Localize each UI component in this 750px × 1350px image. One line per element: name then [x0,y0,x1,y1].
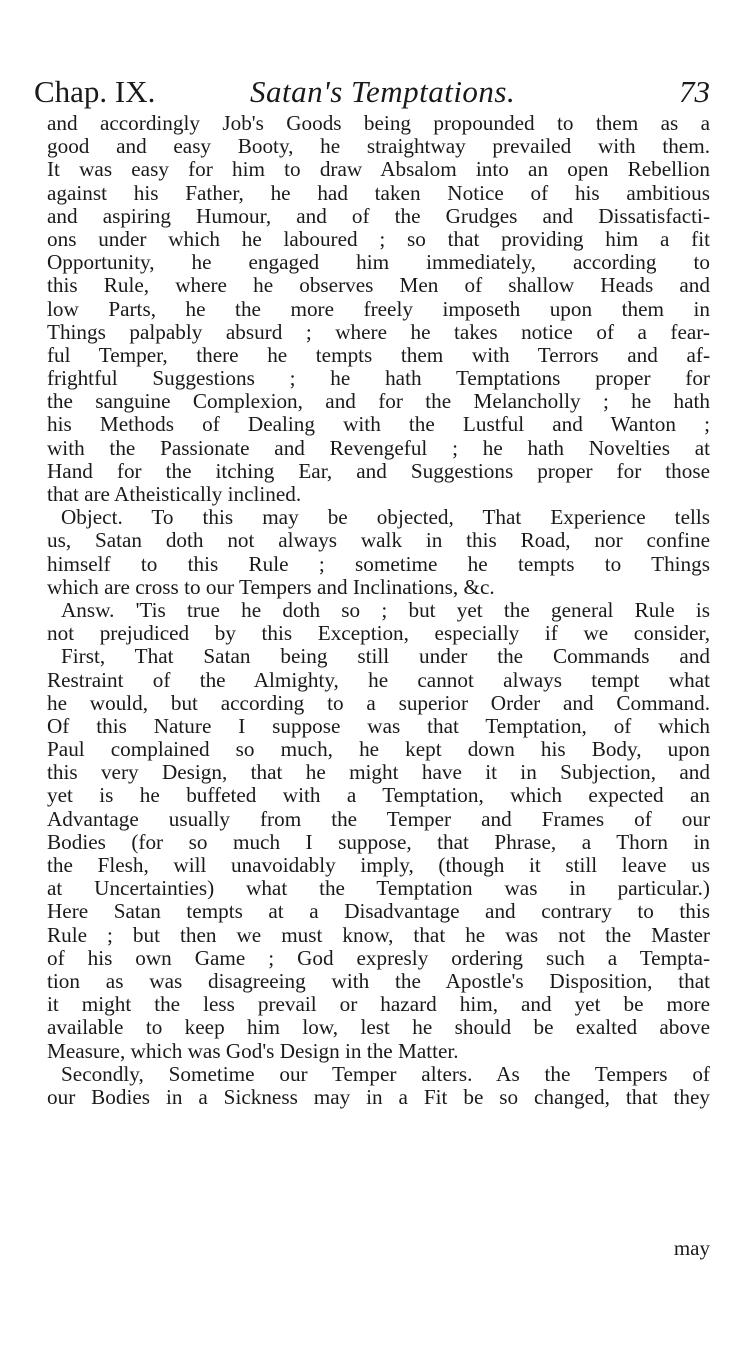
text-line: Measure, which was God's Design in the Matter. [47,1039,459,1063]
text-line: low Parts, he the more freely imposeth upon them in [47,297,710,321]
text-line: this very Design, that he might have it in Subjection, and [47,761,710,785]
text-line: Bodies (for so much I suppose, that Phrase, a Thorn in [47,830,710,854]
running-title: Satan's Temptations. [250,74,516,109]
page-header [34,72,710,112]
text-line: frightful Suggestions ; he hath Temptations proper for [47,367,710,391]
text-line: which are cross to our Tempers and Inclinations, &c. [47,575,495,599]
text-line: he would, but according to a superior Order and Command. [47,691,710,715]
text-line: Secondly, Sometime our Temper alters. As the Tempers of [61,1062,710,1086]
text-line: the Flesh, will unavoidably imply, (though it still leave us [47,854,710,877]
text-line: Opportunity, he engaged him immediately, according to [47,251,710,275]
text-line: that are Atheistically inclined. [47,483,302,506]
text-line: his Methods of Dealing with the Lustful and Wanton ; [47,413,710,437]
text-line: good and easy Booty, he straightway prevailed with them. [47,135,710,159]
text-line: with the Passionate and Revengeful ; he hath Novelties at [47,436,710,460]
text-line: of his own Game ; God expresly ordering such a Tempta- [47,946,710,970]
catchword: may [673,1236,710,1260]
text-line: Object. To this may be objected, That Experience tells [61,506,710,530]
page-number: 73 [679,74,710,109]
text-line: yet is he buffeted with a Temptation, which expected an [47,784,710,808]
text-line: tion as was disagreeing with the Apostle's Disposition, that [47,969,710,993]
text-line: Hand for the itching Ear, and Suggestions proper for those [47,459,710,483]
text-line: this Rule, where he observes Men of shallow Heads and [47,274,710,298]
text-line: Rule ; but then we must know, that he was not the Master [47,923,710,947]
text-line: and aspiring Humour, and of the Grudges and Dissatisfacti- [47,204,710,228]
text-line: it might the less prevail or hazard him, and yet be more [47,993,710,1017]
text-line: our Bodies in a Sickness may in a Fit be so changed, that they [47,1085,710,1109]
text-line: Restraint of the Almighty, he cannot always tempt what [47,668,710,692]
chapter-label: Chap. IX. [34,74,156,109]
text-line: Of this Nature I suppose was that Temptation, of which [47,714,710,738]
text-line: It was easy for him to draw Absalom into an open Rebellion [47,158,710,182]
text-line: Advantage usually from the Temper and Frames of our [47,807,710,831]
text-line: himself to this Rule ; sometime he tempts to Things [47,552,710,576]
text-line: against his Father, he had taken Notice of his ambitious [47,181,710,205]
text-line: First, That Satan being still under the Commands and [61,645,710,669]
text-line: available to keep him low, lest he should be exalted above [47,1016,710,1040]
body-text [47,112,710,1109]
text-line: ful Temper, there he tempts them with Terrors and af- [47,343,710,367]
text-line: Things palpably absurd ; where he takes notice of a fear- [47,320,710,344]
text-line: and accordingly Job's Goods being propounded to them as a [47,112,710,135]
text-line: Here Satan tempts at a Disadvantage and contrary to this [47,900,710,924]
text-line: the sanguine Complexion, and for the Melancholly ; he hath [47,390,710,414]
text-line: ons under which he laboured ; so that providing him a fit [47,227,710,251]
text-line: us, Satan doth not always walk in this Road, nor confine [47,529,710,553]
text-line: at Uncertainties) what the Temptation was in particular.) [47,877,710,901]
text-line: Answ. 'Tis true he doth so ; but yet the general Rule is [61,598,710,622]
text-line: not prejudiced by this Exception, especially if we consider, [47,622,710,646]
text-line: Paul complained so much, he kept down his Body, upon [47,738,710,762]
